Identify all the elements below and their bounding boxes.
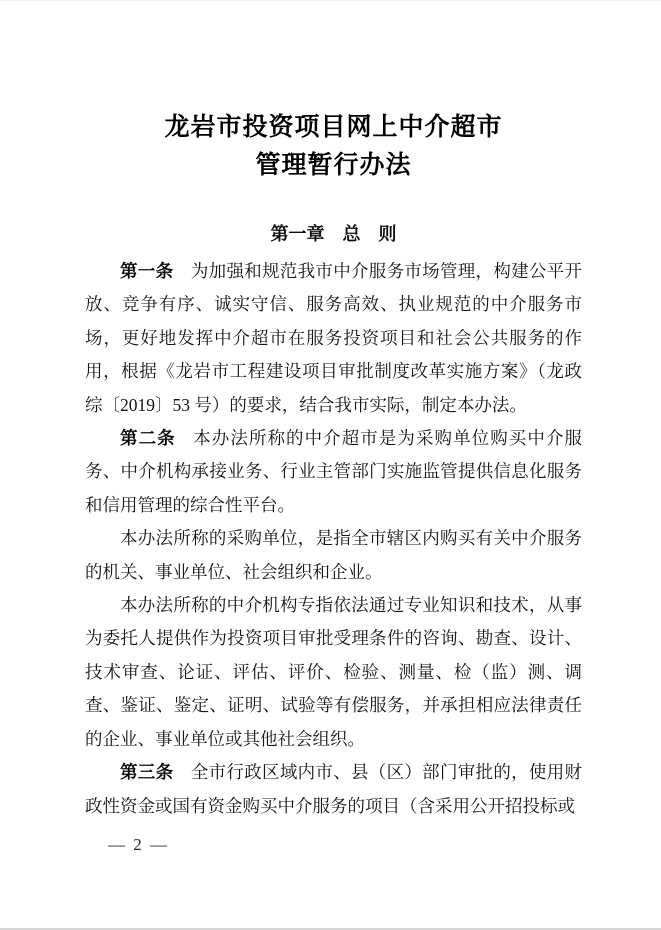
document-title-line2: 管理暂行办法 — [255, 152, 412, 179]
article-number-label: 第三条 — [120, 762, 174, 783]
document-title-line1: 龙岩市投资项目网上中介超市 — [164, 114, 503, 141]
paragraph-article-1 — [85, 255, 582, 422]
paragraph-article-2-cont-1 — [85, 522, 582, 589]
paragraph-text: 本办法所称的中介机构专指依法通过专业知识和技术，从事为委托人提供作为投资项目审批受理条件的咨询、勘查、设计、技术审查、论证、评估、评价、检验、测量、检（监）测、调查、鉴证、鉴定、证明、试验等有偿服务，并承担相应法律责任的企业、事业单位或其他社会组织。 — [85, 595, 582, 749]
document-title — [85, 109, 582, 185]
paragraph-article-3 — [85, 756, 582, 823]
page-number: — 2 — — [108, 835, 169, 854]
paragraph-article-2 — [85, 422, 582, 522]
paragraph-text: 全市行政区域内市、县（区）部门审批的，使用财政性资金或国有资金购买中介服务的项目（含采用公开招投标或 — [85, 762, 582, 816]
paragraph-article-2-cont-2 — [85, 589, 582, 756]
document-content — [85, 1, 582, 823]
article-number-label: 第一条 — [120, 261, 174, 281]
paragraph-text: 本办法所称的中介超市是为采购单位购买中介服务、中介机构承接业务、行业主管部门实施监管提供信息化服务和信用管理的综合性平台。 — [85, 428, 583, 515]
paragraph-text: 为加强和规范我市中介服务市场管理，构建公平开放、竞争有序、诚实守信、服务高效、执业规范的中介服务市场，更好地发挥中介超市在服务投资项目和社会公共服务的作用，根据《龙岩市工程建设项目审批制度改革实施方案》（龙政综〔2019〕53 号）的要求，结合我市实际，制定本办法。 — [85, 261, 582, 415]
paragraph-text: 本办法所称的采购单位，是指全市辖区内购买有关中介服务的机关、事业单位、社会组织和企业。 — [85, 528, 582, 582]
document-body — [85, 255, 582, 823]
chapter-heading: 第一章 总 则 — [270, 224, 397, 244]
article-number-label: 第二条 — [120, 428, 176, 449]
